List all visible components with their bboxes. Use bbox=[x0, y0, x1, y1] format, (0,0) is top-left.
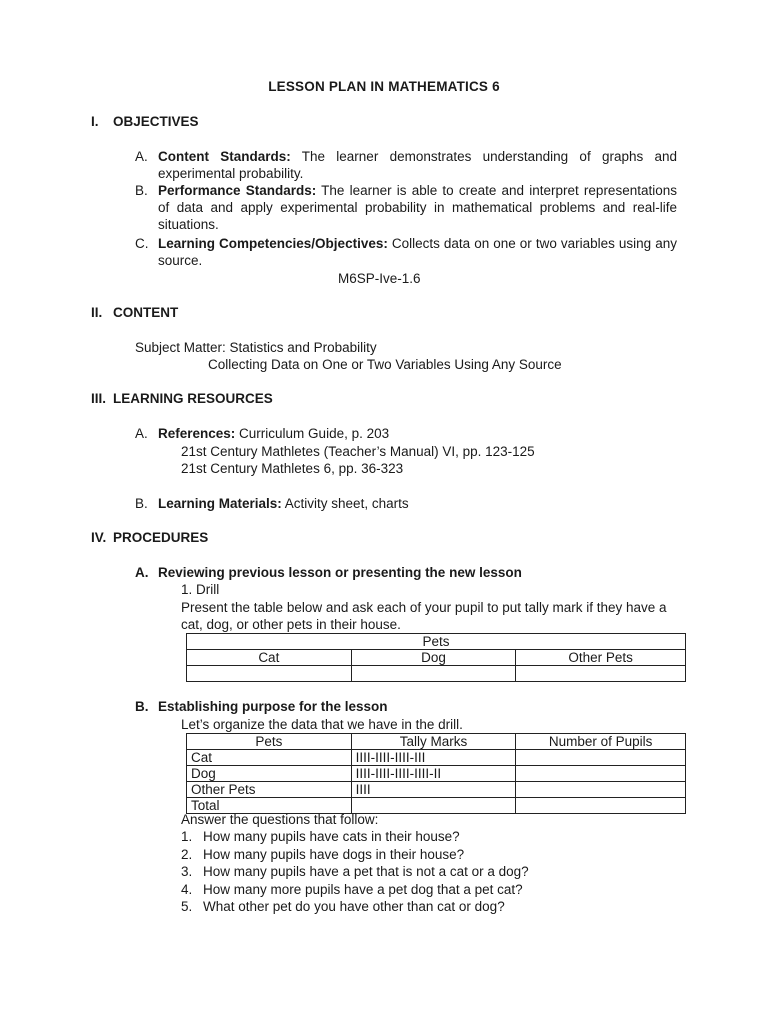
tally-cell-other-pets[interactable] bbox=[516, 666, 686, 682]
tally-cell-cat[interactable] bbox=[187, 666, 352, 682]
objective-b bbox=[158, 182, 677, 233]
references-text: Curriculum Guide, p. 203 bbox=[235, 426, 390, 441]
question-text: How many pupils have dogs in their house? bbox=[203, 847, 465, 862]
objective-a-letter: A. bbox=[135, 149, 148, 164]
drill-item: 1. Drill bbox=[181, 582, 220, 597]
procedure-b-heading: Establishing purpose for the lesson bbox=[158, 699, 388, 714]
reference-2: 21st Century Mathletes (Teacher’s Manual) VI, pp. 123-125 bbox=[181, 444, 535, 459]
column-header-pets: Pets bbox=[187, 734, 352, 750]
objective-a-label: Content Standards: bbox=[158, 149, 291, 164]
objective-b-label: Performance Standards: bbox=[158, 183, 317, 198]
column-header-cat: Cat bbox=[187, 650, 352, 666]
section-objectives-number: I. bbox=[91, 114, 99, 129]
question-number: 1. bbox=[181, 829, 193, 844]
procedure-a-heading: Reviewing previous lesson or presenting the new lesson bbox=[158, 565, 522, 580]
section-objectives-heading: OBJECTIVES bbox=[113, 114, 199, 129]
tally-cell-dog[interactable] bbox=[351, 666, 516, 682]
row-label-cat: Cat bbox=[187, 750, 352, 766]
table-row bbox=[187, 666, 686, 682]
column-header-number-of-pupils: Number of Pupils bbox=[516, 734, 686, 750]
tally-dog: IIII-IIII-IIII-IIII-II bbox=[351, 766, 516, 782]
question-text: What other pet do you have other than cat or dog? bbox=[203, 899, 505, 914]
objective-b-letter: B. bbox=[135, 183, 148, 198]
table-header-pets: Pets bbox=[187, 634, 686, 650]
question-number: 4. bbox=[181, 882, 193, 897]
question-text: How many pupils have cats in their house? bbox=[203, 829, 460, 844]
row-label-dog: Dog bbox=[187, 766, 352, 782]
question-number: 2. bbox=[181, 847, 193, 862]
column-header-other-pets: Other Pets bbox=[516, 650, 686, 666]
competency-code: M6SP-Ive-1.6 bbox=[338, 271, 421, 286]
pets-tally-table bbox=[186, 633, 686, 682]
answer-intro: Answer the questions that follow: bbox=[181, 812, 379, 827]
question-number: 5. bbox=[181, 899, 193, 914]
references bbox=[158, 425, 389, 442]
organize-intro: Let’s organize the data that we have in the drill. bbox=[181, 717, 463, 732]
question-number: 3. bbox=[181, 864, 193, 879]
organized-data-table bbox=[186, 733, 686, 814]
objective-a bbox=[158, 148, 677, 182]
drill-instruction: Present the table below and ask each of your pupil to put tally mark if they have a cat, dog, or other pets in their house. bbox=[181, 600, 667, 632]
count-dog[interactable] bbox=[516, 766, 686, 782]
column-header-dog: Dog bbox=[351, 650, 516, 666]
objective-c-label: Learning Competencies/Objectives: bbox=[158, 236, 388, 251]
resources-b-letter: B. bbox=[135, 496, 148, 511]
objective-c bbox=[158, 235, 677, 269]
tally-other-pets: IIII bbox=[351, 782, 516, 798]
section-resources-number: III. bbox=[91, 391, 107, 406]
resources-a-letter: A. bbox=[135, 426, 148, 441]
row-label-total: Total bbox=[187, 798, 352, 814]
section-content-heading: CONTENT bbox=[113, 305, 179, 320]
table-row bbox=[187, 766, 686, 782]
count-total[interactable] bbox=[516, 798, 686, 814]
learning-materials-label: Learning Materials: bbox=[158, 496, 282, 511]
count-cat[interactable] bbox=[516, 750, 686, 766]
tally-cat: IIII-IIII-IIII-III bbox=[351, 750, 516, 766]
table-row bbox=[187, 782, 686, 798]
section-procedures-number: IV. bbox=[91, 530, 107, 545]
learning-materials-text: Activity sheet, charts bbox=[281, 496, 409, 511]
objective-c-text: Collects data on one or two variables using any source. bbox=[158, 236, 677, 268]
procedure-a-letter: A. bbox=[135, 565, 149, 580]
section-resources-heading: LEARNING RESOURCES bbox=[113, 391, 273, 406]
section-procedures-heading: PROCEDURES bbox=[113, 530, 209, 545]
table-row bbox=[187, 750, 686, 766]
topic: Collecting Data on One or Two Variables Using Any Source bbox=[208, 357, 562, 372]
question-text: How many more pupils have a pet dog that a pet cat? bbox=[203, 882, 523, 897]
procedure-b-letter: B. bbox=[135, 699, 149, 714]
page-title: LESSON PLAN IN MATHEMATICS 6 bbox=[268, 79, 500, 94]
question-text: How many pupils have a pet that is not a cat or a dog? bbox=[203, 864, 529, 879]
learning-materials bbox=[158, 495, 409, 512]
section-content-number: II. bbox=[91, 305, 103, 320]
subject-matter: Subject Matter: Statistics and Probability bbox=[135, 340, 377, 355]
references-label: References: bbox=[158, 426, 236, 441]
column-header-tally-marks: Tally Marks bbox=[351, 734, 516, 750]
objective-a-text: The learner demonstrates understanding of graphs and experimental probability. bbox=[158, 149, 677, 181]
objective-b-text: The learner is able to create and interpret representations of data and apply experimental probability in mathematical problems and real-life situations. bbox=[158, 183, 677, 232]
objective-c-letter: C. bbox=[135, 236, 149, 251]
count-other-pets[interactable] bbox=[516, 782, 686, 798]
row-label-other-pets: Other Pets bbox=[187, 782, 352, 798]
reference-3: 21st Century Mathletes 6, pp. 36-323 bbox=[181, 461, 404, 476]
